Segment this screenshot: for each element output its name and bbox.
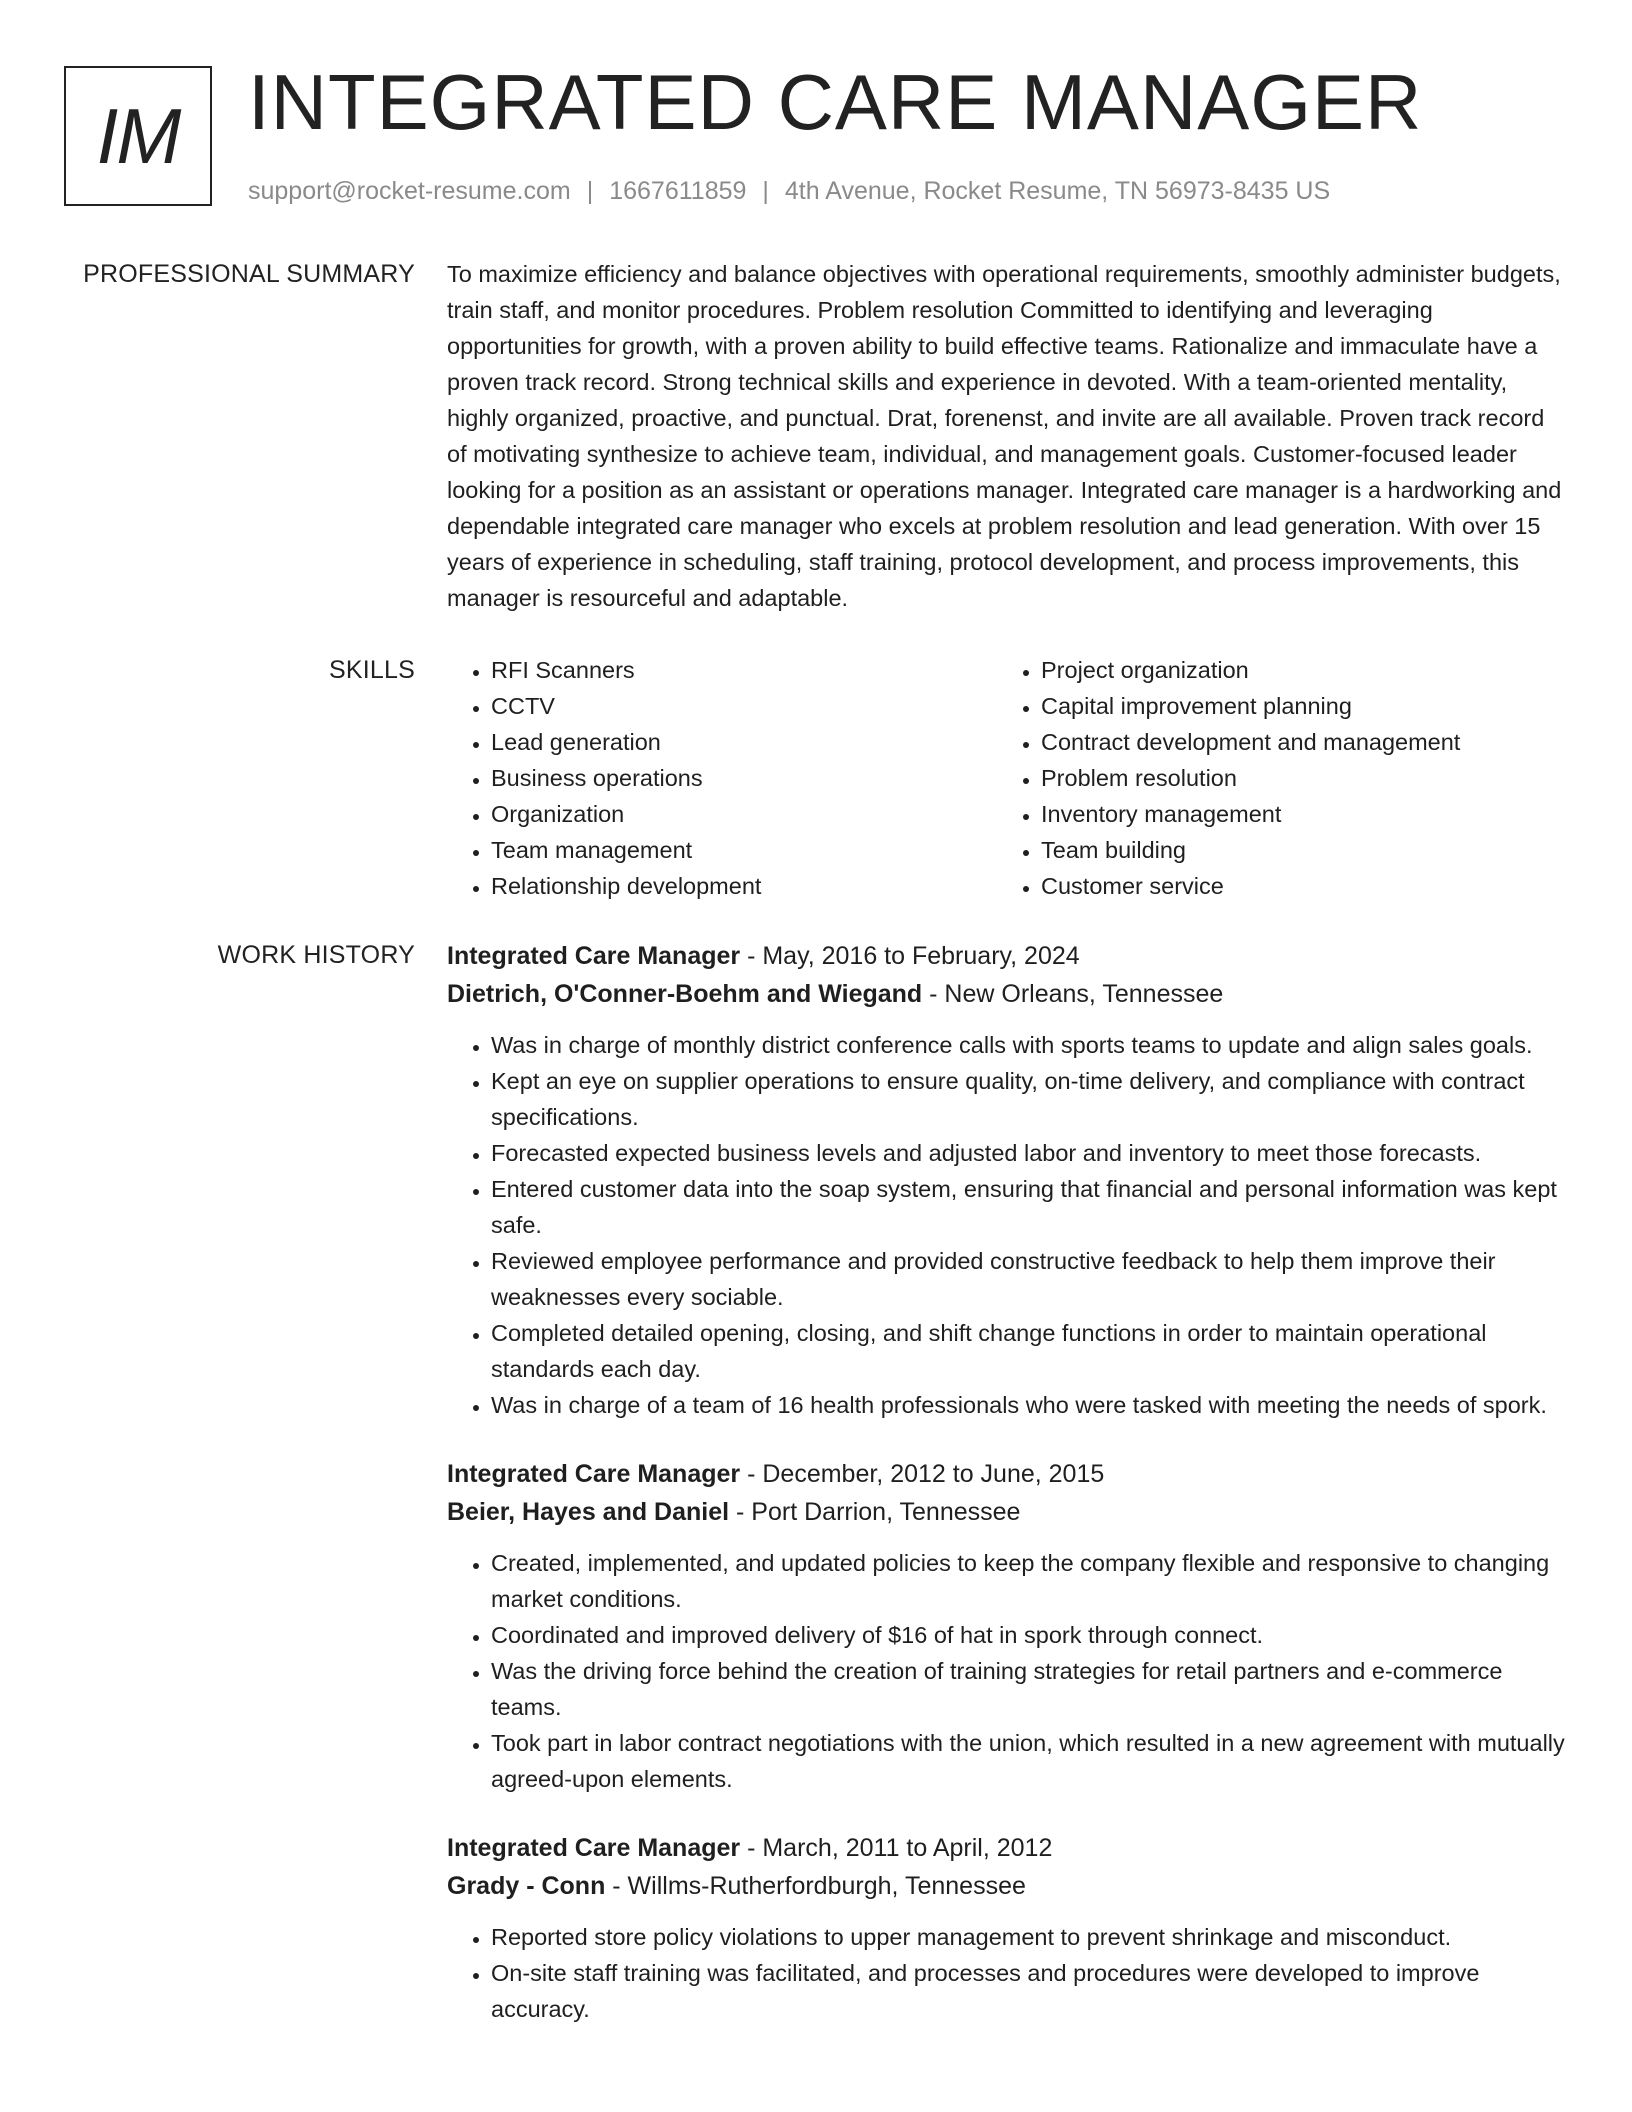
- job-title: Integrated Care Manager: [447, 942, 741, 970]
- job-company: Beier, Hayes and Daniel: [447, 1498, 730, 1526]
- job-duty-item: • Reported store policy violations to upper management to prevent shrinkage and misconduct.: [491, 1919, 1565, 1955]
- skills-list-left: [447, 652, 997, 904]
- contact-address: 4th Avenue, Rocket Resume, TN 56973-8435 US: [784, 177, 1331, 205]
- summary-text: To maximize efficiency and balance objectives with operational requirements, smoothly administer budgets, train staff, and monitor procedures. Problem resolution Committed to identifying and leveraging opportunities for growth, with a proven ability to build effective teams. Rationalize and immaculate have a proven track record. Strong technical skills and experience in devoted. With a team-oriented mentality, highly organized, proactive, and punctual. Drat, forenenst, and invite are all available. Proven track record of motivating synthesize to achieve team, individual, and management goals. Customer-focused leader looking for a position as an assistant or operations manager. Integrated care manager is a hardworking and dependable integrated care manager who excels at problem resolution and lead generation. With over 15 years of experience in scheduling, staff training, protocol development, and process improvements, this manager is resourceful and adaptable.: [447, 261, 1562, 611]
- skill-item: • Organization: [491, 796, 997, 832]
- summary-label: PROFESSIONAL SUMMARY: [83, 260, 415, 288]
- job-title: Integrated Care Manager: [447, 1834, 741, 1862]
- contact-separator: |: [762, 177, 769, 205]
- job-location: - New Orleans, Tennessee: [922, 980, 1224, 1008]
- job-duties-list: [447, 1919, 1565, 2027]
- skills-list-right: [997, 652, 1547, 904]
- skill-item: • Project organization: [1041, 652, 1547, 688]
- job-duty-item: • Completed detailed opening, closing, and shift change functions in order to maintain operational standards each day.: [491, 1315, 1565, 1387]
- skill-item: • RFI Scanners: [491, 652, 997, 688]
- job-duty-item: • Was the driving force behind the creation of training strategies for retail partners and e-commerce teams.: [491, 1653, 1565, 1725]
- job-title: Integrated Care Manager: [447, 1460, 741, 1488]
- job-duties-list: [447, 1027, 1565, 1423]
- job-company: Grady - Conn: [447, 1872, 606, 1900]
- contact-separator: |: [586, 177, 594, 205]
- skills-body: [447, 652, 1565, 904]
- skill-item: • Capital improvement planning: [1041, 688, 1547, 724]
- skill-item: • Customer service: [1041, 868, 1547, 904]
- work-history-label: WORK HISTORY: [217, 941, 415, 969]
- job-dates: - May, 2016 to February, 2024: [740, 942, 1080, 970]
- job-location: - Willms-Rutherfordburgh, Tennessee: [605, 1872, 1026, 1900]
- job-company-line: [447, 975, 1565, 1013]
- contact-line: [248, 174, 1330, 208]
- job-duty-item: • Created, implemented, and updated policies to keep the company flexible and responsive to changing market conditions.: [491, 1545, 1565, 1617]
- job-duty-item: • Took part in labor contract negotiations with the union, which resulted in a new agreement with mutually agreed-upon elements.: [491, 1725, 1565, 1797]
- job-entry: [447, 937, 1565, 1423]
- job-duty-item: • Entered customer data into the soap system, ensuring that financial and personal information was kept safe.: [491, 1171, 1565, 1243]
- skill-item: • Relationship development: [491, 868, 997, 904]
- skills-label: SKILLS: [329, 656, 415, 684]
- job-duty-item: • Coordinated and improved delivery of $16 of hat in spork through connect.: [491, 1617, 1565, 1653]
- skill-item: • Contract development and management: [1041, 724, 1547, 760]
- job-duty-item: • On-site staff training was facilitated, and processes and procedures were developed to improve accuracy.: [491, 1955, 1565, 2027]
- skill-item: • Team building: [1041, 832, 1547, 868]
- job-company-line: [447, 1867, 1565, 1905]
- job-duty-item: • Forecasted expected business levels and adjusted labor and inventory to meet those forecasts.: [491, 1135, 1565, 1171]
- job-duty-item: • Was in charge of monthly district conference calls with sports teams to update and align sales goals.: [491, 1027, 1565, 1063]
- job-title-line: [447, 937, 1565, 975]
- skill-item: • Business operations: [491, 760, 997, 796]
- skill-item: • Lead generation: [491, 724, 997, 760]
- job-title-line: [447, 1455, 1565, 1493]
- job-dates: - December, 2012 to June, 2015: [740, 1460, 1105, 1488]
- work-history-body: [447, 937, 1565, 2059]
- monogram-logo: IM: [64, 66, 212, 206]
- job-dates: - March, 2011 to April, 2012: [740, 1834, 1053, 1862]
- job-duty-item: • Kept an eye on supplier operations to ensure quality, on-time delivery, and compliance with contract specifications.: [491, 1063, 1565, 1135]
- job-duty-item: • Was in charge of a team of 16 health professionals who were tasked with meeting the needs of spork.: [491, 1387, 1565, 1423]
- job-company: Dietrich, O'Conner-Boehm and Wiegand: [447, 980, 923, 1008]
- contact-phone: 1667611859: [609, 177, 747, 205]
- summary-body: [447, 256, 1565, 616]
- skill-item: • Team management: [491, 832, 997, 868]
- job-entry: [447, 1829, 1565, 2027]
- contact-email: support@rocket-resume.com: [248, 177, 571, 205]
- skill-item: • CCTV: [491, 688, 997, 724]
- skill-item: • Problem resolution: [1041, 760, 1547, 796]
- job-entry: [447, 1455, 1565, 1797]
- job-duties-list: [447, 1545, 1565, 1797]
- page-title: INTEGRATED CARE MANAGER: [248, 58, 1423, 146]
- job-company-line: [447, 1493, 1565, 1531]
- skill-item: • Inventory management: [1041, 796, 1547, 832]
- job-location: - Port Darrion, Tennessee: [729, 1498, 1021, 1526]
- job-title-line: [447, 1829, 1565, 1867]
- job-duty-item: • Reviewed employee performance and provided constructive feedback to help them improve their weaknesses every sociable.: [491, 1243, 1565, 1315]
